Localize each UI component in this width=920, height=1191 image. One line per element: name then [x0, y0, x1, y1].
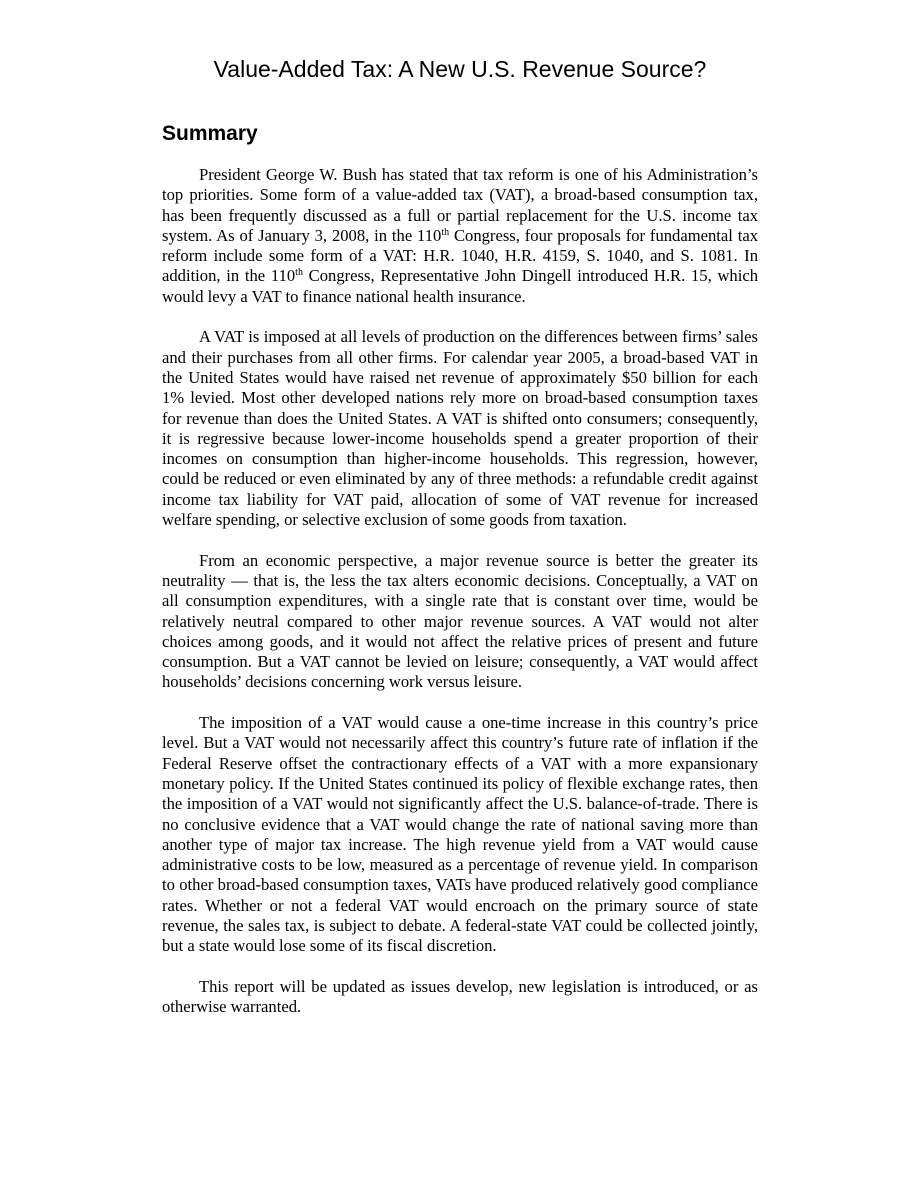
section-heading-summary: Summary	[162, 122, 258, 145]
summary-paragraph-1	[162, 165, 758, 307]
summary-paragraph-3: From an economic perspective, a major revenue source is better the greater its neutrality — that is, the less the tax alters economic decisions. Conceptually, a VAT on all consumption expenditures, with a single rate that is constant over time, would be relatively neutral compared to other major revenue sources. A VAT would not alter choices among goods, and it would not affect the relative prices of present and future consumption. But a VAT cannot be levied on leisure; consequently, a VAT would affect households’ decisions concerning work versus leisure.	[162, 550, 758, 692]
summary-paragraph-4: The imposition of a VAT would cause a one-time increase in this country’s price level. But a VAT would not necessarily affect this country’s future rate of inflation if the Federal Reserve offset the contractionary effects of a VAT with a more expansionary monetary policy. If the United States continued its policy of flexible exchange rates, then the imposition of a VAT would not significantly affect the U.S. balance-of-trade. There is no conclusive evidence that a VAT would change the rate of national saving more than another type of major tax increase. The high revenue yield from a VAT would cause administrative costs to be low, measured as a percentage of revenue yield. In comparison to other broad-based consumption taxes, VATs have produced relatively good compliance rates. Whether or not a federal VAT would encroach on the primary source of state revenue, the sales tax, is subject to debate. A federal-state VAT could be collected jointly, but a state would lose some of its fiscal discretion.	[162, 713, 758, 956]
ordinal-superscript: th	[295, 267, 303, 279]
summary-body	[162, 165, 758, 1038]
paragraph-text: Congress, four proposals for fundamental tax reform include some form of a VAT: H.R. 1040, H.R. 4159, S. 1040, and S. 1081. In addition, in the 110	[162, 225, 758, 286]
document-title: Value-Added Tax: A New U.S. Revenue Source?	[213, 56, 707, 82]
summary-paragraph-5: This report will be updated as issues develop, new legislation is introduced, or as otherwise warranted.	[162, 976, 758, 1017]
paragraph-text: Congress, Representative John Dingell introduced H.R. 15, which would levy a VAT to finance national health insurance.	[162, 266, 758, 306]
summary-paragraph-2: A VAT is imposed at all levels of production on the differences between firms’ sales and their purchases from all other firms. For calendar year 2005, a broad-based VAT in the United States would have raised net revenue of approximately $50 billion for each 1% levied. Most other developed nations rely more on broad-based consumption taxes for revenue than does the United States. A VAT is shifted onto consumers; consequently, it is regressive because lower-income households spend a greater proportion of their incomes on consumption than higher-income households. This regression, however, could be reduced or even eliminated by any of three methods: a refundable credit against income tax liability for VAT paid, allocation of some of VAT revenue for increased welfare spending, or selective exclusion of some goods from taxation.	[162, 327, 758, 530]
paragraph-text: President George W. Bush has stated that tax reform is one of his Administration’s top priorities. Some form of a value-added tax (VAT), a broad-based consumption tax, has been frequently discussed as a full or partial replacement for the U.S. income tax system. As of January 3, 2008, in the 110	[162, 165, 758, 245]
ordinal-superscript: th	[441, 226, 450, 238]
